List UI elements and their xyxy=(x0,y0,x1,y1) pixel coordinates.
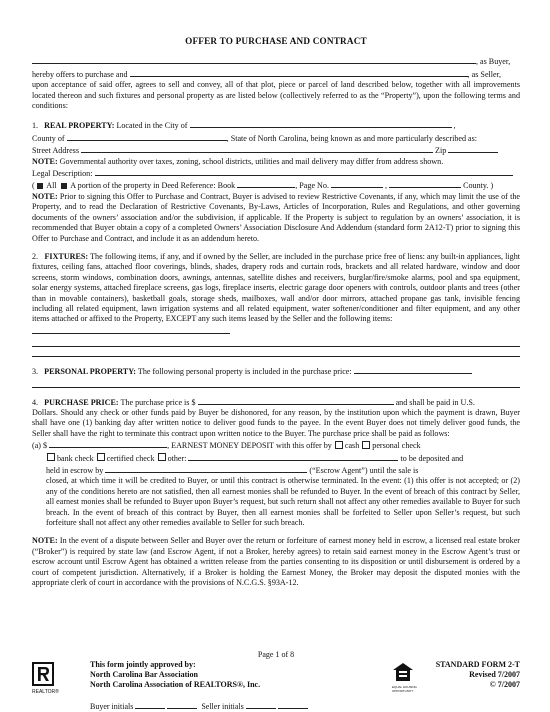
document-title: OFFER TO PURCHASE AND CONTRACT xyxy=(185,36,367,46)
all-checkbox[interactable] xyxy=(37,183,43,189)
certified-check-checkbox[interactable] xyxy=(97,453,105,461)
bank-check-checkbox[interactable] xyxy=(47,453,55,461)
escrow-agent-field[interactable] xyxy=(105,464,307,473)
earnest-money-amount-field[interactable] xyxy=(49,439,167,448)
personal-property-field[interactable] xyxy=(354,365,472,374)
city-field[interactable] xyxy=(190,119,452,128)
section-fixtures: 2. FIXTURES: The following items, if any, and if owned by the Seller, are included in the purchase price free of liens: any built-in appliances, light fixtures, ceiling fans, attached floor coverings, blinds, shades, drapery rods and curtain rods, brackets and all related hardware, window and door screens, storm windows, combination doors, awnings, antennas, satellite dishes and receivers, burglar/fire/smoke alarms, pool and spa equipment, solar energy systems, attached fireplace screens, gas logs, fireplace inserts, electric garage door openers with controls, outdoor plants and trees (other than in movable containers), basketball goals, storage sheds, mailboxes, wall and/or door mirrors, attached propane gas tank, invisible fencing including all related equipment, lawn irrigation systems and all related equipment, water softener/conditioner and filter equipment, and any other items attached or affixed to the Property, EXCEPT any such items leased by the Seller and the following items: xyxy=(32,252,520,357)
section-heading: PERSONAL PROPERTY: xyxy=(44,367,136,377)
equal-housing-icon xyxy=(392,662,414,682)
buyer-initials-field-1[interactable] xyxy=(135,700,165,709)
seller-line: hereby offers to purchase and , as Seller, xyxy=(32,69,502,79)
seller-initials-field-1[interactable] xyxy=(246,700,276,709)
buyer-name-field[interactable] xyxy=(32,55,476,64)
fixtures-exceptions-line-3[interactable] xyxy=(32,347,520,357)
restrictive-covenants-note: Prior to signing this Offer to Purchase and Contract, Buyer is advised to review Restrictive Covenants, if any, which may limit the use of the Property, and to read the Declaration of Restrictive Covenants, By-Laws, Articles of Incorporation, Rules and Regulations, and other governing documents of the owners’ association and/or the subdivision, if applicable. If the Property is subject to regulation by an owners’ association, it is recommended that Buyer obtain a copy of a completed Owners’ Association Disclosure And Addendum (standard form 2A12-T) prior to signing this Offer to Purchase and Contract, and include it as an addendum hereto. xyxy=(32,191,520,243)
realtor-r-icon xyxy=(32,662,54,686)
fixtures-exceptions-line-2[interactable] xyxy=(32,337,520,347)
portion-checkbox[interactable] xyxy=(61,183,67,189)
legal-description-field[interactable] xyxy=(95,167,513,176)
section-heading: REAL PROPERTY: xyxy=(44,121,115,131)
section-real-property: 1. REAL PROPERTY: Located in the City of , County of , State of North Carolina, being known as and more particularly described as: Street Address Zip NOTE: Governmental authority over taxes, zoning, school districts, utilities and mail delivery may differ from address shown. Legal Description: ( All A portion of the property in Deed Reference: Book , Page No. , County. ) NOTE: Prior to signing this Offer to Purchase and Contract, Buyer is advised to review Restrictive Covenants, if any, which may limit the use of the Property, and to read the Declaration of Restrictive Covenants, By-Laws, Articles of Incorporation, Rules and Regulations, and other governing documents of the owners’ association and/or the subdivision, if applicable. If the Property is subject to regulation by an owners’ association, it is recommended that Buyer obtain a copy of a completed Owners’ Association Disclosure And Addendum (standard form 2A12-T) prior to signing this Offer to Purchase and Contract, and include it as an addendum hereto. xyxy=(32,121,520,243)
cash-checkbox[interactable] xyxy=(335,441,343,449)
other-payment-field[interactable] xyxy=(188,452,398,461)
section-personal-property: 3. PERSONAL PROPERTY: The following personal property is included in the purchase price: xyxy=(32,365,520,387)
fixtures-exceptions-field[interactable] xyxy=(32,325,230,334)
equal-housing-logo xyxy=(392,662,420,693)
page-number: Page 1 of 8 xyxy=(257,650,295,659)
approval-block: This form jointly approved by: North Carolina Bar Association North Carolina Association of REALTORS®, Inc. xyxy=(90,660,261,689)
zip-field[interactable] xyxy=(448,144,498,153)
personal-check-checkbox[interactable] xyxy=(362,441,370,449)
section-heading: PURCHASE PRICE: xyxy=(44,397,119,407)
seller-name-field[interactable] xyxy=(130,68,468,77)
section-purchase-price: 4. PURCHASE PRICE: The purchase price is $ and shall be paid in U.S. Dollars. Should any check or other funds paid by Buyer be dishonored, for any reason, by the institution upon which the payment is drawn, Buyer shall have one (1) banking day after written notice to deliver good funds to the payee. In the event Buyer does not timely deliver good funds, the Seller shall have the right to terminate this contract upon written notice to the Buyer. The purchase price shall be paid as follows: (a) $ , EARNEST MONEY DEPOSIT with this offer by cash personal check bank check certified check other: to be deposited and held in escrow by (“Escrow Agent”) until the sale is closed, at which time it will be credited to Buyer, or until this contract is otherwise terminated. In the event: (1) this offer is not accepted; or (2) any of the conditions hereto are not satisfied, then all earnest monies shall be refunded to Buyer. In the event of breach of this contract by Seller, all earnest monies shall be refunded to Buyer upon Buyer’s request, but such return shall not affect any other remedies available to Buyer for such breach. In the event of breach of this contract by Buyer, then all earnest monies shall be forfeited to Seller upon Seller’s request, but such forfeiture shall not affect any other remedies available to Seller for such breach. xyxy=(32,397,520,528)
buyer-initials-field-2[interactable] xyxy=(167,700,197,709)
form-id-block: STANDARD FORM 2-T Revised 7/2007 © 7/2007 xyxy=(435,660,520,689)
deed-book-field[interactable] xyxy=(237,179,295,188)
street-address-field[interactable] xyxy=(81,144,433,153)
realtor-logo-text: REALTOR® xyxy=(32,689,59,696)
buyer-line: , as Buyer, xyxy=(32,55,520,67)
deed-page-field[interactable] xyxy=(331,179,383,188)
personal-property-line-2[interactable] xyxy=(32,378,520,388)
deed-county-field[interactable] xyxy=(389,179,461,188)
purchase-price-field[interactable] xyxy=(198,396,394,405)
intro-paragraph: upon acceptance of said offer, agrees to sell and convey, all of that plot, piece or parcel of land described below, together with all improvements located thereon and such fixtures and personal property as are listed below (collectively referred to as the “Property”), upon the following terms and conditions: xyxy=(32,80,520,111)
realtor-logo xyxy=(32,662,62,695)
county-field[interactable] xyxy=(67,132,227,141)
dispute-note: NOTE: In the event of a dispute between Seller and Buyer over the return or forfeiture of earnest money held in escrow, a licensed real estate broker (“Broker”) is required by state law (and Escrow Agent, if not a Broker, hereby agrees) to retain said earnest money in the Escrow Agent’s trust or escrow account until Escrow Agent has obtained a written release from the parties consenting to its disposition or until disbursement is ordered by a court of competent jurisdiction. Alternatively, if a Broker is holding the Earnest Money, the Broker may deposit the disputed monies with the appropriate clerk of court in accordance with the provisions of N.C.G.S. §93A-12. xyxy=(32,536,520,588)
seller-initials-field-2[interactable] xyxy=(278,700,308,709)
contract-page xyxy=(32,36,520,588)
other-checkbox[interactable] xyxy=(158,453,166,461)
section-heading: FIXTURES: xyxy=(44,251,89,261)
initials-row: Buyer initials Seller initials xyxy=(90,700,308,712)
equal-housing-text: EQUAL HOUSING OPPORTUNITY xyxy=(392,685,417,694)
